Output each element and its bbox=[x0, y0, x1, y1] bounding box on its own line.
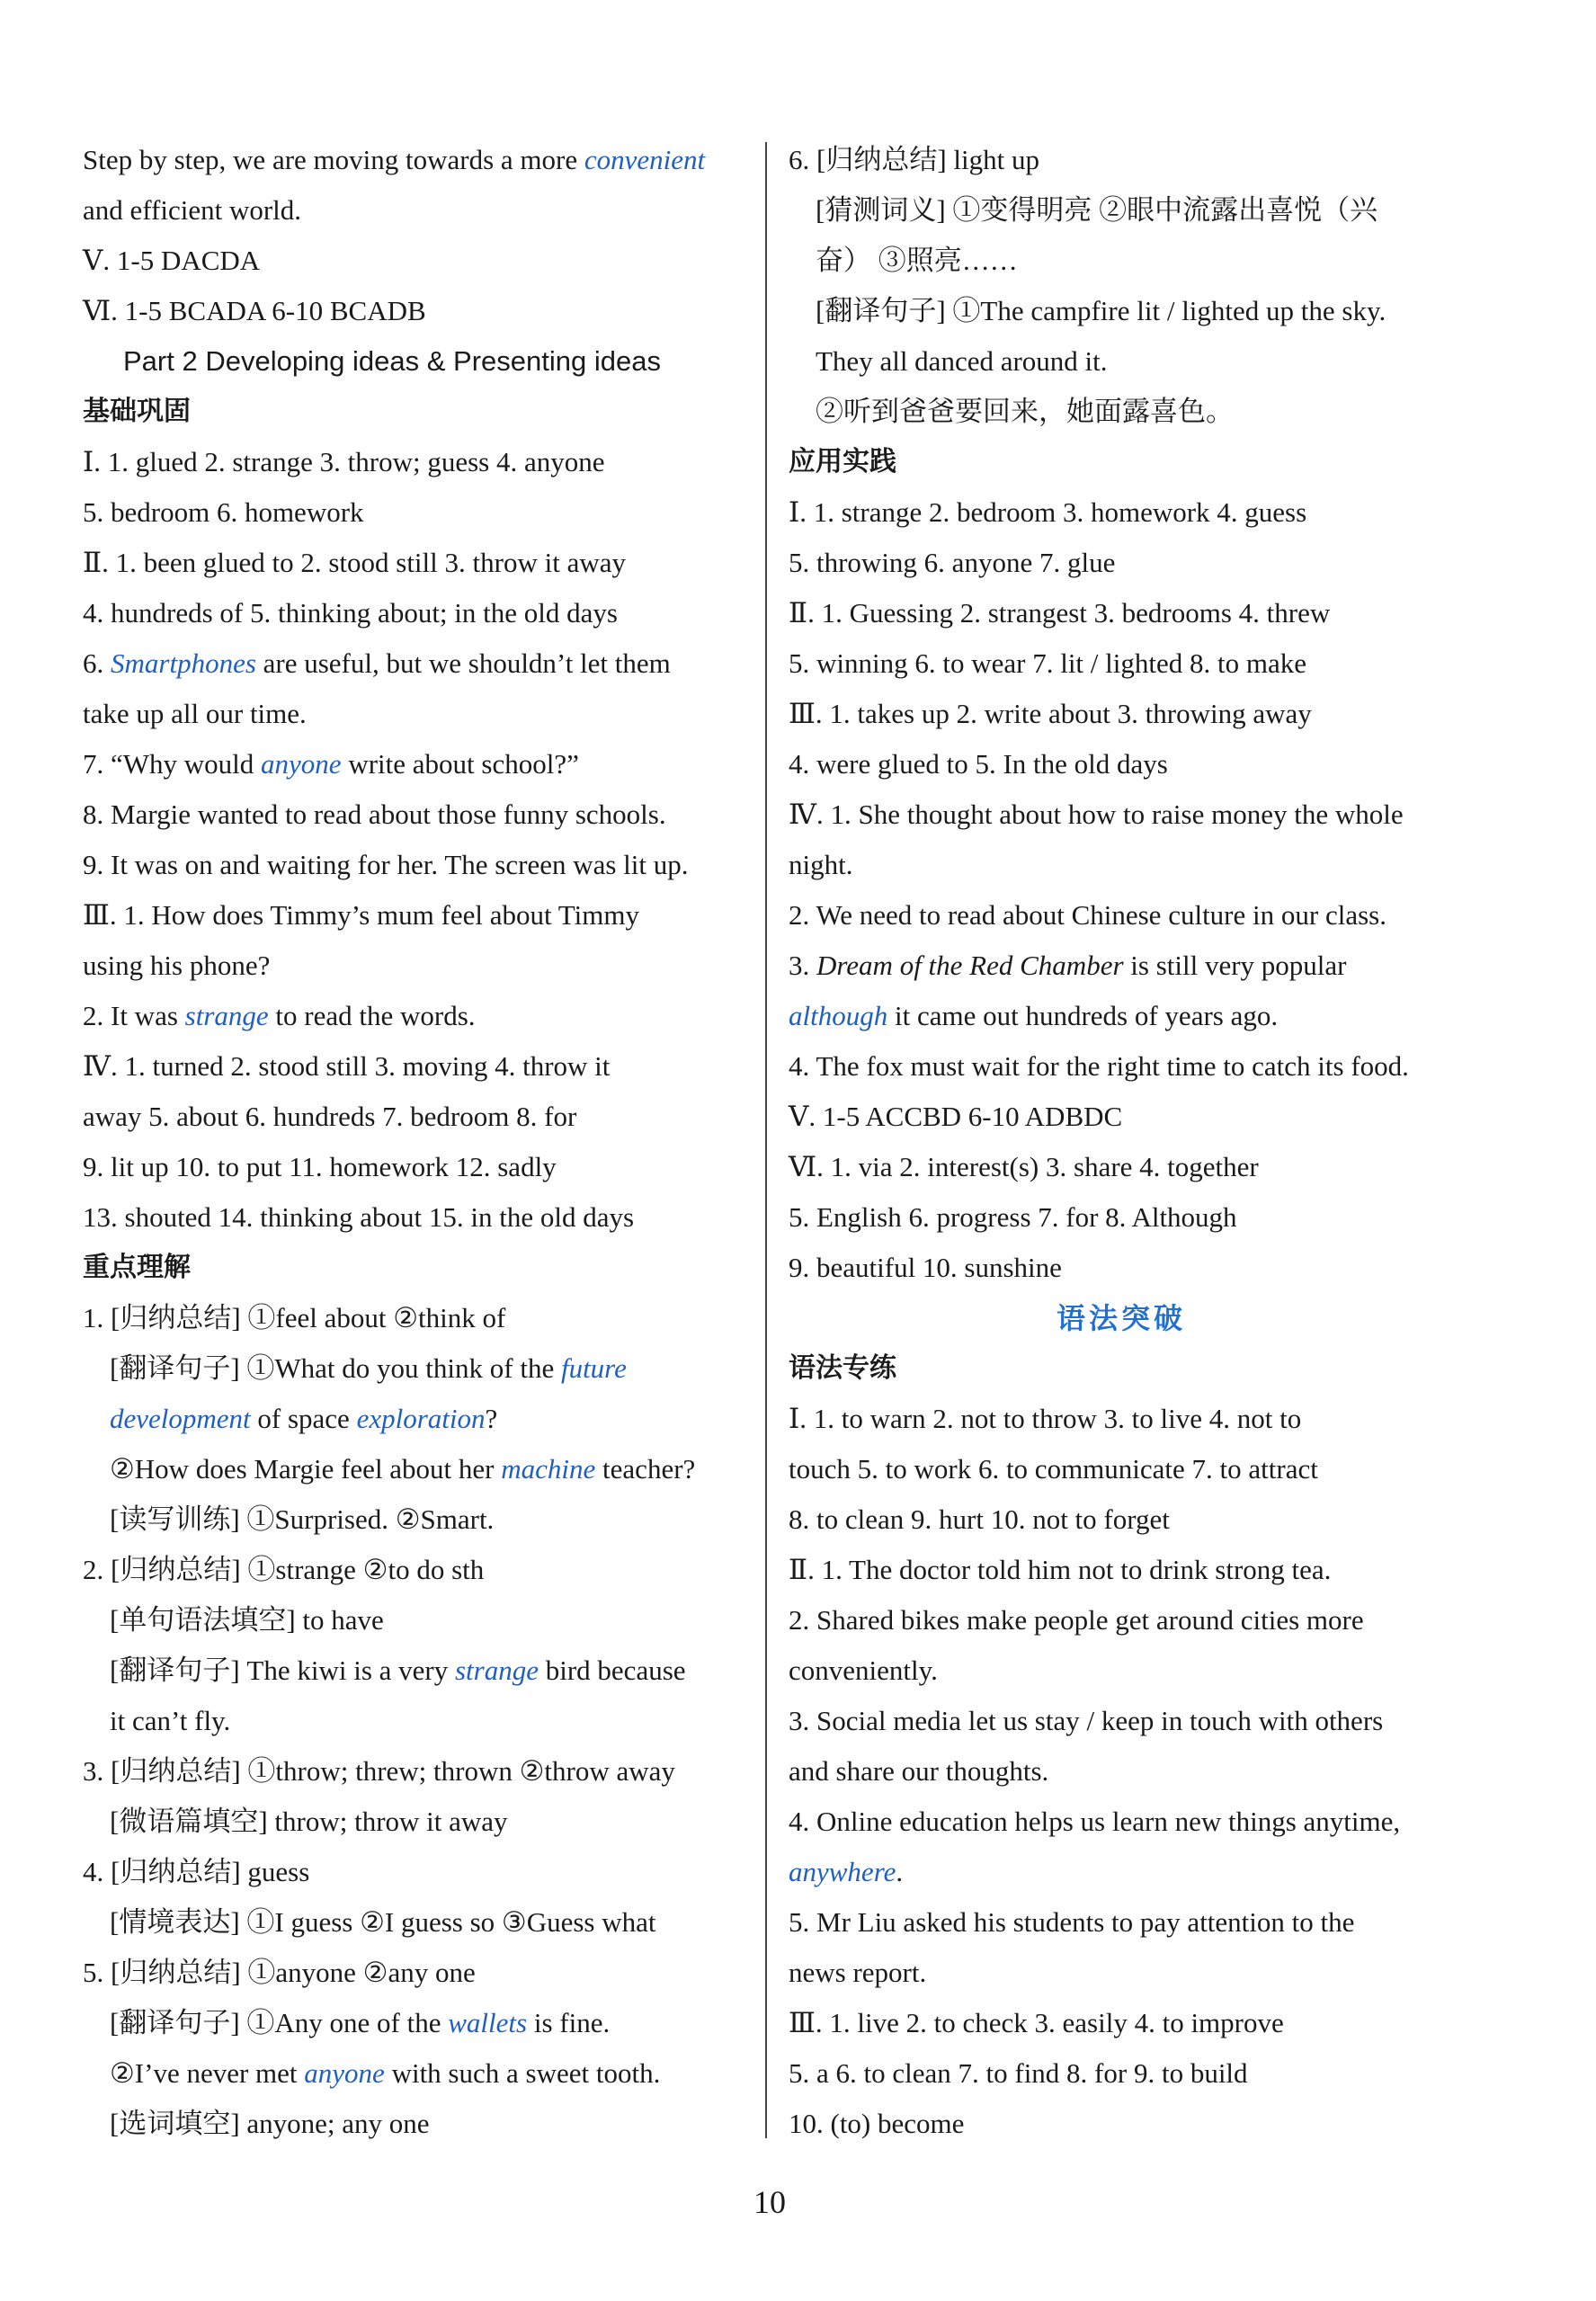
answer-line bbox=[83, 185, 748, 236]
text-segment: of space bbox=[250, 1403, 357, 1434]
text-segment: write about school?” bbox=[341, 748, 579, 780]
text-segment: 语法专练 bbox=[789, 1352, 896, 1384]
answer-line bbox=[83, 1545, 748, 1595]
section-heading bbox=[789, 1343, 1454, 1394]
text-segment: ②How does Margie feel about her bbox=[110, 1453, 502, 1485]
text-segment: Ⅱ. 1. Guessing 2. strangest 3. bedrooms 4. threw bbox=[789, 597, 1331, 629]
text-segment: 1. [归纳总结] ①feel about ②think of bbox=[83, 1302, 506, 1333]
answer-line bbox=[83, 2048, 748, 2099]
answer-line bbox=[83, 236, 748, 286]
highlighted-word: strange bbox=[184, 1000, 269, 1031]
answer-line bbox=[789, 487, 1454, 538]
answer-line bbox=[83, 789, 748, 840]
answer-line bbox=[83, 991, 748, 1041]
text-segment: Ⅰ. 1. to warn 2. not to throw 3. to live 4. not to bbox=[789, 1403, 1302, 1434]
answer-line bbox=[789, 1897, 1454, 1948]
italic-title: Dream of the Red Chamber bbox=[816, 950, 1124, 981]
highlighted-word: anyone bbox=[304, 2057, 385, 2089]
text-segment: ? bbox=[485, 1403, 498, 1434]
highlighted-word: wallets bbox=[448, 2007, 528, 2038]
answer-line bbox=[789, 1394, 1454, 1444]
answer-line bbox=[789, 739, 1454, 789]
answer-line bbox=[789, 789, 1454, 840]
answer-line bbox=[789, 1444, 1454, 1494]
answer-line bbox=[83, 135, 748, 185]
answer-line bbox=[83, 1192, 748, 1243]
text-segment: teacher? bbox=[595, 1453, 696, 1485]
part-title bbox=[83, 336, 748, 387]
text-segment: conveniently. bbox=[789, 1654, 938, 1686]
answer-line bbox=[83, 1998, 748, 2048]
answer-line bbox=[789, 538, 1454, 588]
answer-line bbox=[83, 1746, 748, 1797]
text-segment: 重点理解 bbox=[83, 1252, 191, 1283]
answer-line bbox=[789, 1595, 1454, 1645]
answer-line bbox=[789, 185, 1454, 236]
text-segment: 5. [归纳总结] ①anyone ②any one bbox=[83, 1957, 476, 1988]
highlighted-word: although bbox=[789, 1000, 888, 1031]
answer-line bbox=[83, 1343, 748, 1394]
highlighted-word: development bbox=[110, 1403, 251, 1434]
text-segment: Ⅰ. 1. strange 2. bedroom 3. homework 4. guess bbox=[789, 496, 1307, 528]
text-segment: away 5. about 6. hundreds 7. bedroom 8. for bbox=[83, 1101, 577, 1132]
answer-line bbox=[83, 689, 748, 739]
answer-line bbox=[83, 1797, 748, 1847]
text-segment: news report. bbox=[789, 1957, 927, 1988]
highlighted-word: strange bbox=[454, 1654, 539, 1686]
column-divider bbox=[765, 142, 767, 2138]
text-segment: 6. bbox=[83, 647, 111, 679]
text-segment: Part 2 Developing ideas & Presenting ideas bbox=[123, 345, 661, 377]
text-segment: and efficient world. bbox=[83, 194, 302, 226]
answer-line bbox=[789, 1092, 1454, 1142]
text-segment: touch 5. to work 6. to communicate 7. to attract bbox=[789, 1453, 1318, 1485]
text-segment: Ⅳ. 1. She thought about how to raise money the whole bbox=[789, 798, 1404, 830]
answer-line bbox=[789, 1797, 1454, 1847]
text-segment: 3. bbox=[789, 950, 816, 981]
answer-line bbox=[789, 286, 1454, 336]
text-segment: is still very popular bbox=[1123, 950, 1347, 981]
text-segment: 8. Margie wanted to read about those funny schools. bbox=[83, 798, 666, 830]
text-segment: 语法突破 bbox=[1056, 1301, 1186, 1335]
answer-line bbox=[789, 1494, 1454, 1545]
answer-line bbox=[83, 1394, 748, 1444]
answer-line bbox=[789, 2099, 1454, 2149]
text-segment: Ⅱ. 1. been glued to 2. stood still 3. throw it away bbox=[83, 547, 626, 578]
answer-line bbox=[789, 638, 1454, 689]
text-segment: [翻译句子] ①Any one of the bbox=[110, 2007, 449, 2038]
text-segment: are useful, but we shouldn’t let them bbox=[255, 647, 671, 679]
text-segment: 5. English 6. progress 7. for 8. Although bbox=[789, 1201, 1237, 1233]
text-segment: [猜测词义] ①变得明亮 ②眼中流露出喜悦（兴 bbox=[816, 194, 1378, 226]
answer-line bbox=[789, 1847, 1454, 1897]
page-number: 10 bbox=[753, 2184, 786, 2220]
text-segment: 10. (to) become bbox=[789, 2108, 965, 2139]
highlighted-word: machine bbox=[501, 1453, 596, 1485]
answer-line bbox=[789, 941, 1454, 991]
text-segment: 4. [归纳总结] guess bbox=[83, 1856, 310, 1887]
answer-line bbox=[83, 437, 748, 487]
text-segment: 5. bedroom 6. homework bbox=[83, 496, 364, 528]
answer-line bbox=[789, 1746, 1454, 1797]
text-segment: and share our thoughts. bbox=[789, 1755, 1049, 1787]
text-segment: Ⅵ. 1-5 BCADA 6-10 BCADB bbox=[83, 295, 426, 326]
text-segment: Ⅰ. 1. glued 2. strange 3. throw; guess 4. anyone bbox=[83, 446, 605, 477]
answer-line bbox=[83, 2099, 748, 2149]
answer-line bbox=[789, 1696, 1454, 1746]
text-segment: 13. shouted 14. thinking about 15. in the old days bbox=[83, 1201, 635, 1233]
text-segment: 2. [归纳总结] ①strange ②to do sth bbox=[83, 1554, 485, 1585]
answer-line bbox=[83, 739, 748, 789]
text-segment: Ⅲ. 1. takes up 2. write about 3. throwing away bbox=[789, 698, 1312, 729]
text-segment: 基础巩固 bbox=[83, 396, 191, 427]
text-segment: 应用实践 bbox=[789, 446, 896, 477]
highlighted-word: Smartphones bbox=[111, 647, 256, 679]
answer-line bbox=[83, 1092, 748, 1142]
answer-line bbox=[789, 1545, 1454, 1595]
text-segment: 4. The fox must wait for the right time to catch its food. bbox=[789, 1050, 1409, 1082]
text-segment: 5. a 6. to clean 7. to find 8. for 9. to build bbox=[789, 2057, 1248, 2089]
answer-line bbox=[789, 1645, 1454, 1696]
text-segment: Ⅲ. 1. live 2. to check 3. easily 4. to improve bbox=[789, 2007, 1284, 2038]
text-segment: Ⅳ. 1. turned 2. stood still 3. moving 4. throw it bbox=[83, 1050, 611, 1082]
answer-line bbox=[789, 991, 1454, 1041]
text-segment: night. bbox=[789, 849, 853, 880]
text-segment: 2. Shared bikes make people get around cities more bbox=[789, 1604, 1364, 1636]
answer-line bbox=[83, 1444, 748, 1494]
text-segment: . bbox=[896, 1856, 904, 1887]
text-segment: 5. Mr Liu asked his students to pay attention to the bbox=[789, 1906, 1355, 1938]
answer-line bbox=[789, 840, 1454, 890]
text-segment: using his phone? bbox=[83, 950, 271, 981]
text-segment: Ⅲ. 1. How does Timmy’s mum feel about Timmy bbox=[83, 899, 639, 931]
text-segment: 4. hundreds of 5. thinking about; in the old days bbox=[83, 597, 618, 629]
text-segment: 6. [归纳总结] light up bbox=[789, 144, 1039, 175]
text-segment: 8. to clean 9. hurt 10. not to forget bbox=[789, 1503, 1170, 1535]
section-banner bbox=[789, 1293, 1454, 1343]
text-segment: 5. winning 6. to wear 7. lit / lighted 8. to make bbox=[789, 647, 1306, 679]
answer-line bbox=[789, 135, 1454, 185]
text-segment: 2. We need to read about Chinese culture in our class. bbox=[789, 899, 1386, 931]
text-segment: 4. were glued to 5. In the old days bbox=[789, 748, 1168, 780]
answer-line bbox=[83, 487, 748, 538]
answer-line bbox=[789, 1041, 1454, 1092]
left-column bbox=[83, 135, 748, 2149]
answer-line bbox=[83, 1142, 748, 1192]
text-segment: 4. Online education helps us learn new things anytime, bbox=[789, 1806, 1401, 1837]
text-segment: [读写训练] ①Surprised. ②Smart. bbox=[110, 1503, 495, 1535]
answer-line bbox=[83, 1847, 748, 1897]
highlighted-word: anyone bbox=[261, 748, 342, 780]
text-segment: [翻译句子] The kiwi is a very bbox=[110, 1654, 455, 1686]
answer-line bbox=[83, 538, 748, 588]
text-segment: 9. beautiful 10. sunshine bbox=[789, 1252, 1062, 1283]
text-segment: They all danced around it. bbox=[816, 345, 1108, 377]
text-segment: ②听到爸爸要回来，她面露喜色。 bbox=[816, 396, 1234, 427]
answer-line bbox=[83, 1293, 748, 1343]
answer-line bbox=[83, 1696, 748, 1746]
text-segment: bird because bbox=[538, 1654, 686, 1686]
section-heading bbox=[789, 437, 1454, 487]
answer-line bbox=[789, 2048, 1454, 2099]
answer-line bbox=[83, 840, 748, 890]
text-segment: [微语篇填空] throw; throw it away bbox=[110, 1806, 508, 1837]
text-segment: 9. It was on and waiting for her. The screen was lit up. bbox=[83, 849, 689, 880]
answer-line bbox=[789, 236, 1454, 286]
answer-line bbox=[789, 588, 1454, 638]
answer-line bbox=[789, 1948, 1454, 1998]
text-segment: 2. It was bbox=[83, 1000, 185, 1031]
section-heading bbox=[83, 387, 748, 437]
answer-line bbox=[83, 1948, 748, 1998]
highlighted-word: convenient bbox=[584, 144, 706, 175]
answer-line bbox=[789, 387, 1454, 437]
answer-line bbox=[83, 638, 748, 689]
text-segment: Ⅱ. 1. The doctor told him not to drink strong tea. bbox=[789, 1554, 1332, 1585]
text-segment: it can’t fly. bbox=[110, 1705, 231, 1736]
highlighted-word: future bbox=[560, 1352, 627, 1384]
text-segment: is fine. bbox=[527, 2007, 611, 2038]
text-segment: 7. “Why would bbox=[83, 748, 262, 780]
answer-line bbox=[83, 941, 748, 991]
text-segment: ②I’ve never met bbox=[110, 2057, 305, 2089]
highlighted-word: exploration bbox=[356, 1403, 486, 1434]
answer-line bbox=[83, 286, 748, 336]
text-segment: Ⅵ. 1. via 2. interest(s) 3. share 4. together bbox=[789, 1151, 1259, 1182]
text-segment: with such a sweet tooth. bbox=[384, 2057, 661, 2089]
answer-line bbox=[83, 1595, 748, 1645]
text-segment: Ⅴ. 1-5 ACCBD 6-10 ADBDC bbox=[789, 1101, 1123, 1132]
answer-line bbox=[83, 890, 748, 941]
text-segment: Ⅴ. 1-5 DACDA bbox=[83, 245, 261, 276]
answer-line bbox=[789, 890, 1454, 941]
text-segment: [翻译句子] ①What do you think of the bbox=[110, 1352, 561, 1384]
text-segment: to read the words. bbox=[268, 1000, 476, 1031]
answer-line bbox=[83, 1645, 748, 1696]
text-segment: it came out hundreds of years ago. bbox=[887, 1000, 1279, 1031]
answer-line bbox=[83, 1041, 748, 1092]
text-segment: 3. Social media let us stay / keep in touch with others bbox=[789, 1705, 1384, 1736]
answer-line bbox=[789, 1192, 1454, 1243]
answer-line bbox=[789, 1243, 1454, 1293]
right-column bbox=[789, 135, 1454, 2149]
answer-line bbox=[83, 1897, 748, 1948]
text-segment: 3. [归纳总结] ①throw; threw; thrown ②throw away bbox=[83, 1755, 675, 1787]
text-segment: [翻译句子] ①The campfire lit / lighted up the sky. bbox=[816, 295, 1386, 326]
text-segment: [选词填空] anyone; any one bbox=[110, 2108, 430, 2139]
text-segment: 9. lit up 10. to put 11. homework 12. sadly bbox=[83, 1151, 557, 1182]
text-segment: 奋） ③照亮…… bbox=[816, 245, 1018, 276]
answer-line bbox=[789, 336, 1454, 387]
text-segment: [单句语法填空] to have bbox=[110, 1604, 384, 1636]
highlighted-word: anywhere bbox=[789, 1856, 896, 1887]
text-segment: take up all our time. bbox=[83, 698, 307, 729]
text-segment: Step by step, we are moving towards a more bbox=[83, 144, 584, 175]
answer-line bbox=[83, 588, 748, 638]
answer-line bbox=[83, 1494, 748, 1545]
answer-line bbox=[789, 1998, 1454, 2048]
answer-line bbox=[789, 689, 1454, 739]
text-segment: [情境表达] ①I guess ②I guess so ③Guess what bbox=[110, 1906, 656, 1938]
answer-line bbox=[789, 1142, 1454, 1192]
text-segment: 5. throwing 6. anyone 7. glue bbox=[789, 547, 1116, 578]
section-heading bbox=[83, 1243, 748, 1293]
